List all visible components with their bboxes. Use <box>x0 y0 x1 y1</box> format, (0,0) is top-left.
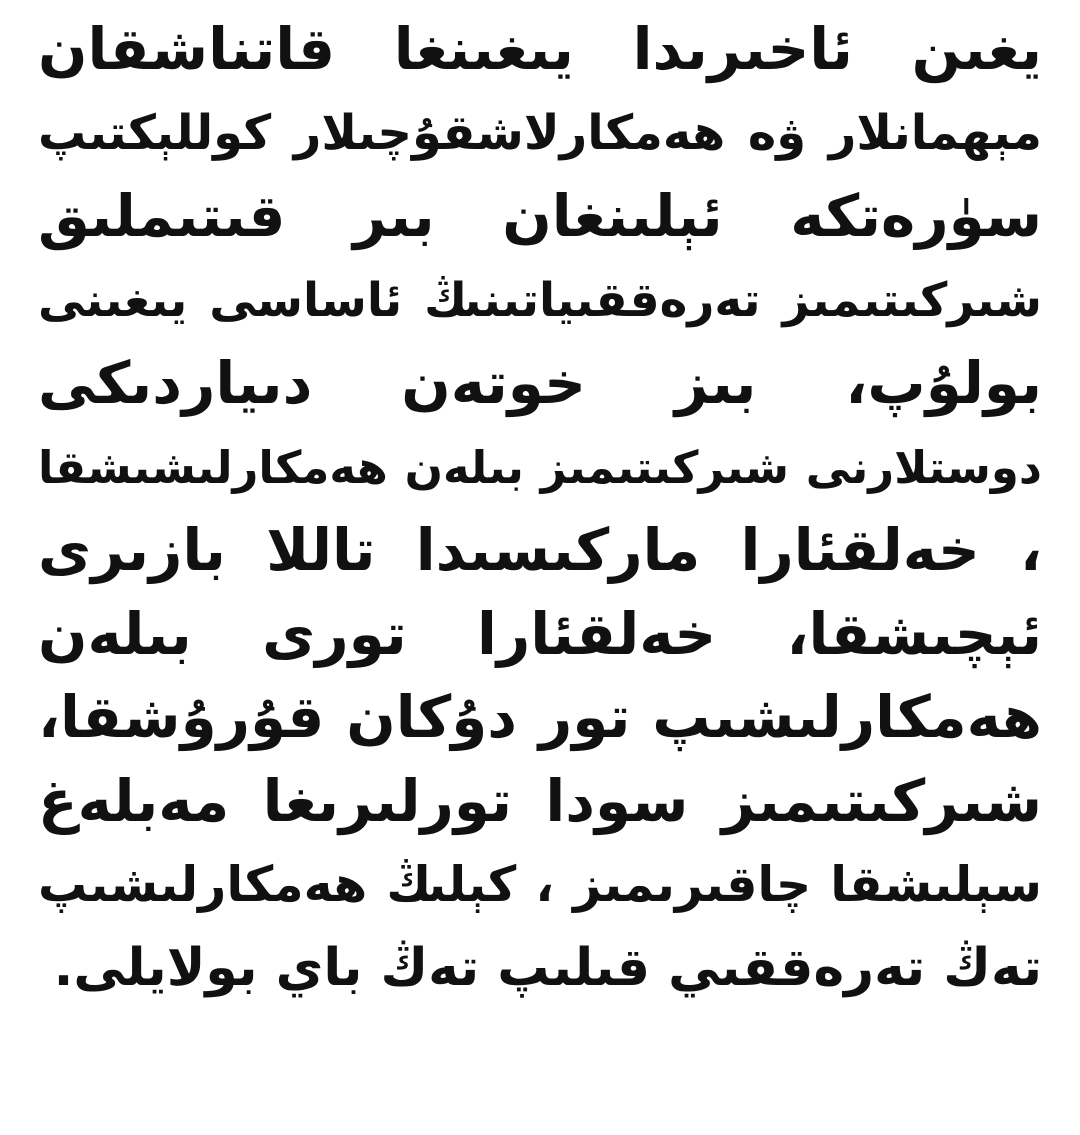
paragraph-line-9: ھەمكارلىشىپ تور دۇكان قۇرۇشقا، <box>38 683 1042 751</box>
paragraph-line-4: شىركىتىمىز تەرەققىياتىنىڭ ئاساسى يىغىنى <box>38 272 1042 328</box>
paragraph-line-8: ئېچىشقا، خەلقئارا تورى بىلەن <box>38 599 1042 668</box>
paragraph-line-1: يغىن ئاخىرىدا يىغىنغا قاتناشقان <box>38 15 1042 83</box>
paragraph-line-6: دوستلارنى شىركىتىمىز بىلەن ھەمكارلىشىشقا <box>38 440 1042 494</box>
paragraph-line-2: مېھمانلار ۋە ھەمكارلاشقۇچىلار كوللېكتىپ <box>38 104 1042 161</box>
paragraph-line-5: بولۇپ، بىز خوتەن دىياردىكى <box>38 349 1042 417</box>
paragraph-line-12: تەڭ تەرەققىي قىلىپ تەڭ باي بولايلى. <box>53 937 1042 998</box>
paragraph-line-11: سېلىشقا چاقىرىمىز ، كېلىڭ ھەمكارلىشىپ <box>38 856 1042 913</box>
paragraph-line-10: شىركىتىمىز سودا تورلىرىغا مەبلەغ <box>38 766 1042 835</box>
uyghur-paragraph <box>38 8 1042 1010</box>
paragraph-line-3: سۈرەتكە ئېلىنغان بىر قىتىملىق <box>38 182 1042 250</box>
paragraph-line-7: ، خەلقئارا ماركىسىدا تاللا بازىرى <box>38 516 1042 584</box>
